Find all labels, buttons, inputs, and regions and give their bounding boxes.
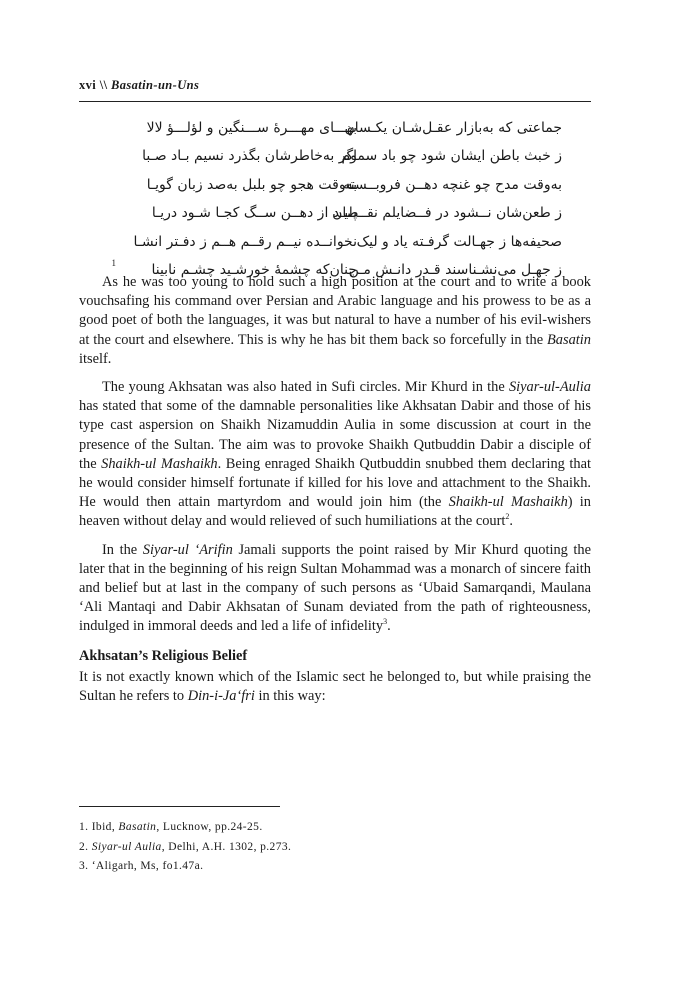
footnote-number: 1. <box>79 821 92 833</box>
poem-right-hemistich: صحیفه‌ها ز جهـالت گرفـته یاد و لیک <box>356 233 562 250</box>
footnote <box>79 818 291 838</box>
page-number: xvi <box>79 78 97 92</box>
text-run: ‘Aligarh, Ms, fo1.47a. <box>91 860 204 873</box>
text-run: in this way: <box>254 688 326 705</box>
text-run: . Being enraged Shaikh Qutbuddin snubbed them declaring that he would consider himself fortunate if killed for his love and attachment to the Shaikh. He would then attain martyrdom and would join him (the <box>79 455 591 511</box>
paragraph <box>79 541 591 637</box>
text-run: . <box>387 618 391 635</box>
footnote-ref: 3 <box>383 617 388 627</box>
poem-right-hemistich: به‌وقت مدح چو غنچه دهــن فروبــسته <box>343 176 562 193</box>
book-title: Basatin-un-Uns <box>110 78 200 92</box>
italic-title: Shaikh-ul Mashaikh <box>101 455 218 472</box>
italic-title: Siyar-ul-Aulia <box>508 379 591 396</box>
header-rule <box>79 101 591 102</box>
footnote-number: 2. <box>79 840 92 853</box>
poem-left-hemistich: اگر به‌خاطرشان بگذرد نسیم بـاد صـبا <box>142 148 357 165</box>
text-run: itself. <box>79 350 112 367</box>
text-run: , Lucknow, pp.24-25. <box>156 821 263 833</box>
poem-right-hemistich: جماعتی که به‌بازار عقـل‌شـان یکـسان <box>344 120 562 136</box>
poem-left-hemistich: پلیـد از دهــن ســگ کجـا شـود دریـا <box>151 205 357 222</box>
footnote-number: 3. <box>79 860 92 873</box>
text-run: , Delhi, A.H. 1302, p.273. <box>161 840 292 853</box>
text-run: Jamali supports the point raised by Mir Khurd quoting the later that in the beginning of his reign Sultan Mohammad was a monarch of sincere faith and belief but at last in the company of such persons as ‘Ubaid Samarqandi, Maulana ‘Ali Mantaqi and Dabir Akhsatan of Sunam deviated from the path of righteousness, indulged in immoral deeds and led a life of infidelity <box>79 541 592 635</box>
running-header <box>79 78 199 93</box>
poem-right-hemistich: ز طعن‌شان نــشود در فــضایلم نقــصان <box>332 205 562 222</box>
text-run: It is not exactly known which of the Islamic sect he belonged to, but while praising the Sultan he refers to <box>79 668 591 705</box>
footnote <box>79 838 291 858</box>
poem-line <box>79 205 591 233</box>
footnote-rule <box>79 806 280 807</box>
poem-right-hemistich: ز خبث باطن ایشان شود چو باد سموم <box>341 148 562 165</box>
italic-title: Siyar-ul ‘Arifin <box>142 541 233 558</box>
poem-left-hemistich: به‌وقت هجو چو بلبل به‌صد زبان گویـا <box>146 176 357 193</box>
text-run: As he was too young to hold such a high position at the court and to write a book vouchsafing his command over Persian and Arabic language and his prowess to be as a good poet of both the languages, it was but natural to have a number of his evil-wishers at the court and elsewhere. This is why he has bit them back so forcefully in the <box>79 274 591 348</box>
text-run: has stated that some of the damnable personalities like Akhsatan Dabir and those of his type cast aspersion on Shaikh Nizamuddin Aulia in some discussion at court in the presence of the Sultan. The aim was to provoke Shaikh Qutbuddin Dabir a disciple of the <box>79 398 591 472</box>
poem-left-hemistich: نخوانــده نیــم رقــم هــم ز دفـتر انشـا <box>133 233 357 250</box>
footnotes <box>79 818 291 877</box>
persian-poem <box>79 120 591 290</box>
italic-title: Basatin <box>547 331 591 348</box>
poem-right-hemistich: ز جهـل می‌نشـناسند قـدر دانـش مـن <box>348 261 562 278</box>
text-run: Ibid, <box>91 821 119 833</box>
paragraph <box>79 668 591 706</box>
footnote <box>79 857 291 877</box>
italic-title: Basatin <box>118 821 157 833</box>
poem-line <box>79 234 591 262</box>
body-text <box>79 273 591 715</box>
paragraph <box>79 273 591 369</box>
poem-line <box>79 177 591 205</box>
italic-title: Siyar-ul Aulia <box>91 840 162 853</box>
poem-left-hemistich: بهـــای مهـــرۀ ســـنگین و لؤلـــؤ لالا <box>146 120 357 136</box>
poem-line <box>79 148 591 176</box>
text-run: The young Akhsatan was also hated in Sufi circles. Mir Khurd in the <box>102 379 509 396</box>
poem-left-hemistich: چنان‌که چشمۀ خورشـید چشـم نابینا <box>151 261 357 278</box>
italic-title: Din-i-Ja‘fri <box>187 688 255 705</box>
text-run: ) in heaven without delay and would relieved of such humiliations at the court <box>79 494 591 530</box>
section-heading: Akhsatan’s Religious Belief <box>79 647 248 664</box>
italic-title: Shaikh-ul Mashaikh <box>448 494 568 511</box>
poem-footnote-mark: 1 <box>111 257 116 268</box>
poem-line <box>79 120 591 148</box>
footnote-ref: 2 <box>505 512 510 522</box>
text-run: In the <box>102 541 143 558</box>
text-run: . <box>509 513 514 530</box>
header-separator: \\ <box>96 78 111 92</box>
paragraph <box>79 378 591 532</box>
